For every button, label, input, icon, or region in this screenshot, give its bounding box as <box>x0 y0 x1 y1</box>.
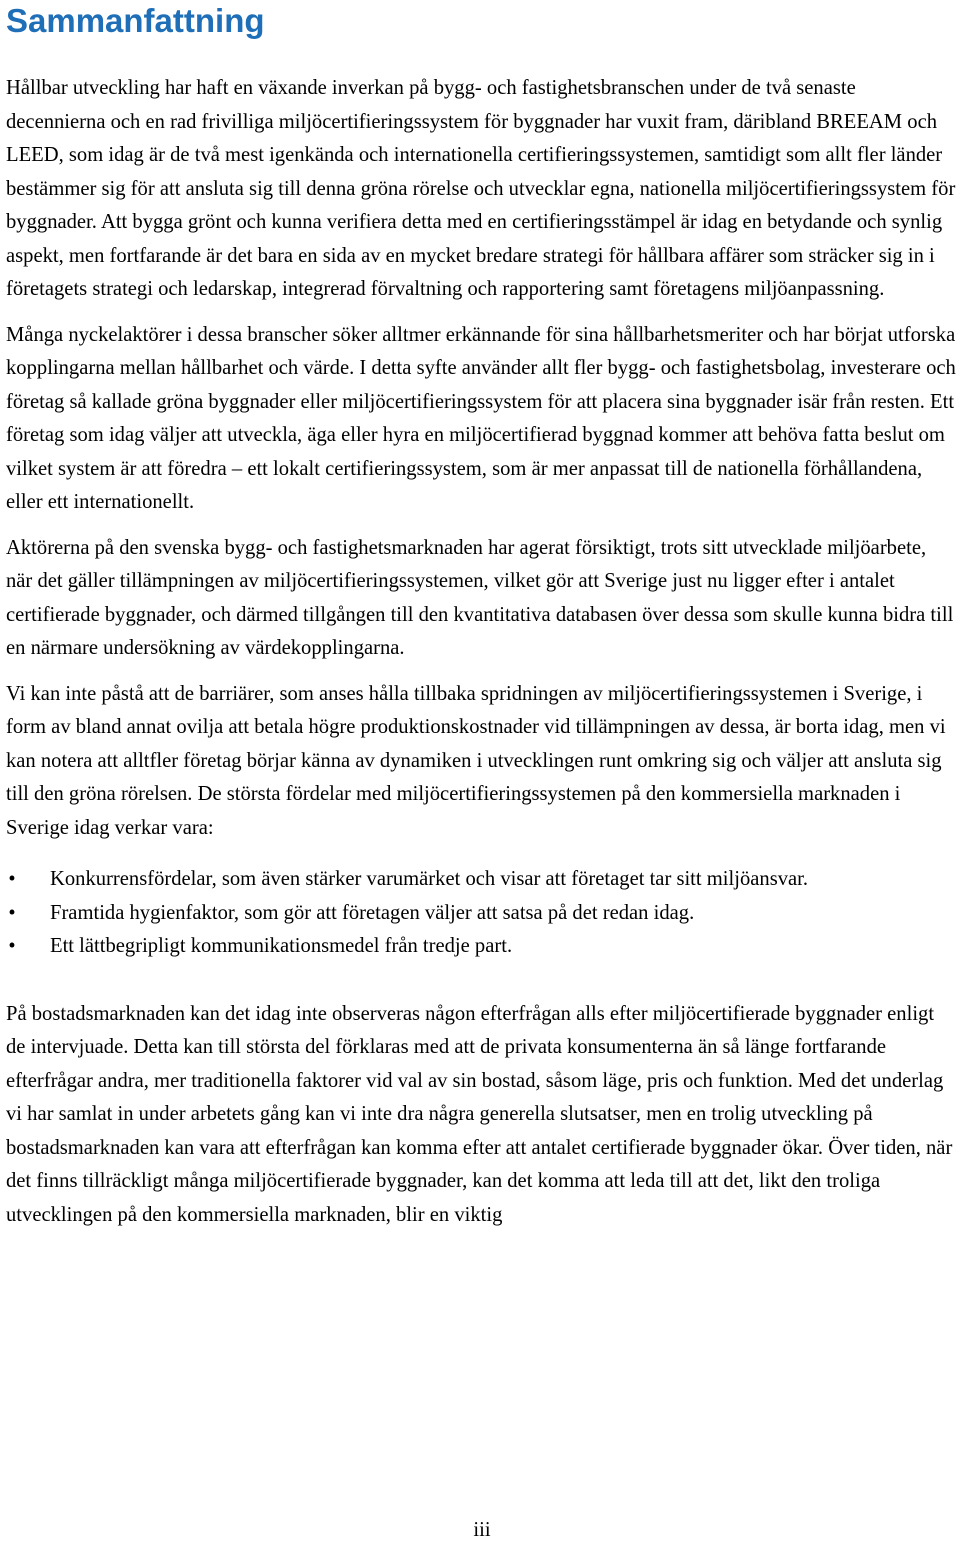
advantages-list <box>6 863 956 964</box>
paragraph-housing-market: På bostadsmarknaden kan det idag inte observeras någon efterfrågan alls efter miljöcertifierade byggnader enligt de intervjuade. Detta kan till största del förklaras med att de privata konsumenterna än så länge fortfarande efterfrågar andra, mer traditionella faktorer vid val av sin bostad, såsom läge, pris och funktion. Med det underlag vi har samlat in under arbetets gång kan vi inte dra några generella slutsatser, men en trolig utveckling på bostadsmarknaden kan vara att efterfrågan kan komma efter att antalet certifierade byggnader ökar. Över tiden, när det finns tillräckligt många miljöcertifierade byggnader, kan det komma att leda till att det, likt den troliga utvecklingen på den kommersiella marknaden, blir en viktig <box>6 1002 953 1226</box>
bullet-icon: • <box>8 868 16 890</box>
list-item-text: Konkurrensfördelar, som även stärker varumärket och visar att företaget tar sitt miljöansvar. <box>50 868 809 890</box>
list-item <box>6 863 956 897</box>
list-item-text: Framtida hygienfaktor, som gör att företagen väljer att satsa på det redan idag. <box>50 901 695 924</box>
bullet-icon: • <box>8 901 16 924</box>
paragraph-sustainability-intro: Hållbar utveckling har haft en växande inverkan på bygg- och fastighetsbranschen under de två senaste decennierna och en rad frivilliga miljöcertifieringssystem för byggnader har vuxit fram, däribland BREEAM och LEED, som idag är de två mest igenkända och internationella certifieringssystemen, samtidigt som allt fler länder bestämmer sig för att ansluta sig till denna gröna rörelse och utvecklar egna, nationella miljöcertifieringssystem för byggnader. Att bygga grönt och kunna verifiera detta med en certifieringsstämpel är idag en betydande och synlig aspekt, men fortfarande är det bara en sida av en mycket bredare strategi för hållbara affärer som sträcker sig in i företagets strategi och ledarskap, integrerad förvaltning och rapportering samt företagens miljöanpassning. <box>6 77 956 300</box>
list-item <box>6 930 956 964</box>
list-item <box>6 897 956 931</box>
paragraph-key-actors: Många nyckelaktörer i dessa branscher söker alltmer erkännande för sina hållbarhetsmeriter och har börjat utforska kopplingarna mellan hållbarhet och värde. I detta syfte använder allt fler bygg- och fastighetsbolag, investerare och företag så kallade gröna byggnader eller miljöcertifieringssystem för att placera sina byggnader isär från resten. Ett företag som idag väljer att utveckla, äga eller hyra en miljöcertifierad byggnad kommer att behöva fatta beslut om vilket system är att föredra – ett lokalt certifieringssystem, som är mer anpassat till de nationella förhållandena, eller ett internationellt. <box>6 323 956 513</box>
bullet-icon: • <box>8 935 16 957</box>
page-number: iii <box>473 1519 491 1541</box>
page-title: Sammanfattning <box>6 2 265 39</box>
paragraph-barriers: Vi kan inte påstå att de barriärer, som anses hålla tillbaka spridningen av miljöcertifieringssystemen i Sverige, i form av bland annat ovilja att betala högre produktionskostnader vid tillämpningen av dessa, är borta idag, men vi kan notera att alltfler företag börjar känna av dynamiken i utvecklingen runt omkring sig och väljer att ansluta sig till den gröna rörelsen. De största fördelar med miljöcertifieringssystemen på den kommersiella marknaden i Sverige idag verkar vara: <box>6 682 946 839</box>
paragraph-swedish-market: Aktörerna på den svenska bygg- och fastighetsmarknaden har agerat försiktigt, trots sitt utvecklade miljöarbete, när det gäller tillämpningen av miljöcertifieringssystemen, vilket gör att Sverige just nu ligger efter i antalet certifierade byggnader, och därmed tillgången till den kvantitativa databasen över dessa som skulle kunna bidra till en närmare undersökning av värdekopplingarna. <box>6 536 954 659</box>
document-page <box>6 0 956 1232</box>
list-item-text: Ett lättbegripligt kommunikationsmedel från tredje part. <box>50 935 513 957</box>
